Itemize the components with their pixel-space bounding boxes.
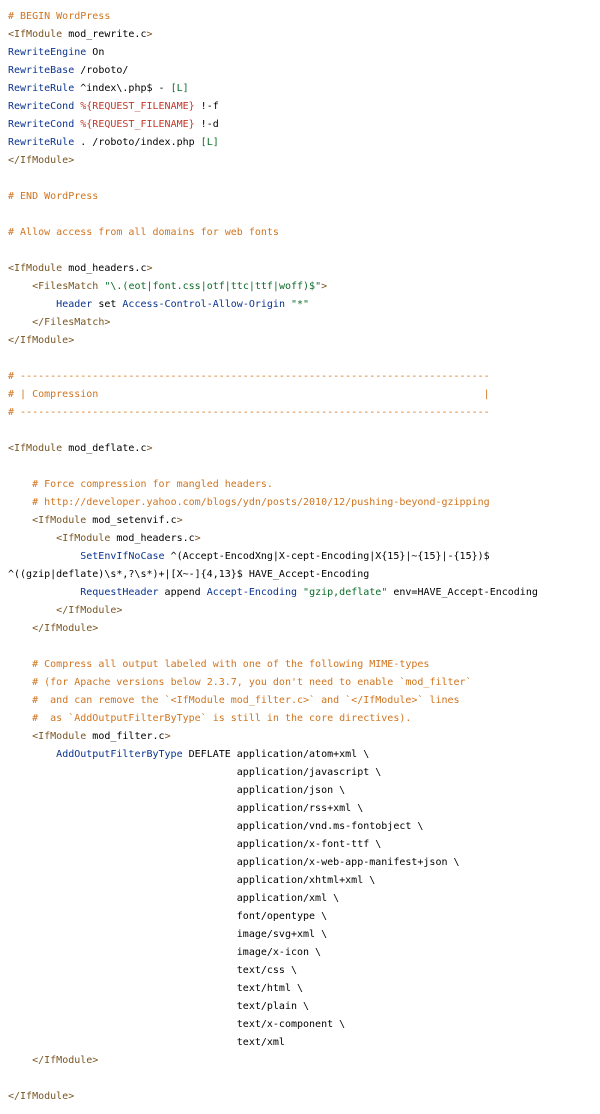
- code-line: [8, 638, 596, 656]
- code-text: mod_deflate.c: [62, 443, 147, 454]
- code-line: [8, 512, 596, 530]
- string-literal: [L]: [170, 83, 189, 94]
- code-text: [8, 479, 32, 490]
- code-line: [8, 602, 596, 620]
- module-tag: <IfModule: [8, 443, 63, 454]
- server-variable: %{REQUEST_FILENAME}: [80, 119, 195, 130]
- code-text: [8, 749, 56, 760]
- directive: RewriteEngine: [8, 47, 87, 58]
- module-tag: </IfModule>: [32, 623, 99, 634]
- module-tag: >: [164, 731, 171, 742]
- code-line: [8, 422, 596, 440]
- module-tag: <IfModule: [8, 29, 63, 40]
- code-line: [8, 458, 596, 476]
- code-line: [8, 260, 596, 278]
- code-text: !-d: [194, 119, 219, 130]
- code-text: [8, 623, 32, 634]
- code-line: [8, 98, 596, 116]
- code-line: [8, 134, 596, 152]
- code-text: append: [158, 587, 207, 598]
- code-line: [8, 62, 596, 80]
- module-tag: </IfModule>: [32, 1055, 99, 1066]
- code-line: [8, 332, 596, 350]
- code-text: application/xhtml+xml \: [8, 875, 376, 886]
- code-text: [8, 677, 32, 688]
- directive: RequestHeader: [80, 587, 159, 598]
- directive: RewriteCond: [8, 119, 75, 130]
- directive: Accept-Encoding: [206, 587, 298, 598]
- code-line: [8, 350, 596, 368]
- code-line: [8, 368, 596, 386]
- code-line: [8, 8, 596, 26]
- code-line: [8, 152, 596, 170]
- module-tag: >: [146, 263, 153, 274]
- code-line: [8, 926, 596, 944]
- code-text: [8, 317, 32, 328]
- code-line: [8, 674, 596, 692]
- comment-text: # as `AddOutputFilterByType` is still in the core directives).: [32, 713, 412, 724]
- code-line: [8, 386, 596, 404]
- comment-text: # END WordPress: [8, 191, 99, 202]
- code-line: [8, 1034, 596, 1052]
- code-text: application/x-font-ttf \: [8, 839, 382, 850]
- code-text: [8, 605, 56, 616]
- string-literal: [L]: [200, 137, 219, 148]
- module-tag: <IfModule: [32, 731, 87, 742]
- code-line: [8, 44, 596, 62]
- module-tag: <IfModule: [32, 515, 87, 526]
- code-line: [8, 170, 596, 188]
- directive: RewriteCond: [8, 101, 75, 112]
- code-text: application/json \: [8, 785, 346, 796]
- code-text: mod_rewrite.c: [62, 29, 147, 40]
- code-line: [8, 476, 596, 494]
- module-tag: >: [146, 29, 153, 40]
- code-text: [8, 1055, 32, 1066]
- code-line: [8, 1088, 596, 1106]
- code-text: image/svg+xml \: [8, 929, 328, 940]
- code-text: mod_headers.c: [62, 263, 147, 274]
- code-line: [8, 530, 596, 548]
- module-tag: <IfModule: [8, 263, 63, 274]
- code-line: [8, 728, 596, 746]
- module-tag: </IfModule>: [8, 1091, 75, 1102]
- code-line: [8, 620, 596, 638]
- code-text: [8, 731, 32, 742]
- code-line: [8, 890, 596, 908]
- code-text: [8, 299, 56, 310]
- code-line: [8, 242, 596, 260]
- server-variable: %{REQUEST_FILENAME}: [80, 101, 195, 112]
- code-line: [8, 188, 596, 206]
- code-line: [8, 440, 596, 458]
- module-tag: </IfModule>: [56, 605, 123, 616]
- code-text: font/opentype \: [8, 911, 328, 922]
- module-tag: </IfModule>: [8, 155, 75, 166]
- code-line: [8, 782, 596, 800]
- comment-text: # ------------------------------------------------------------------------------: [8, 407, 490, 418]
- code-line: [8, 1016, 596, 1034]
- code-text: [8, 533, 56, 544]
- code-text: env=HAVE_Accept-Encoding: [387, 587, 538, 598]
- code-line: [8, 944, 596, 962]
- code-text: text/xml: [8, 1037, 285, 1048]
- module-tag: </FilesMatch>: [32, 317, 111, 328]
- string-literal: "gzip,deflate": [303, 587, 388, 598]
- code-text: image/x-icon \: [8, 947, 322, 958]
- code-line: [8, 836, 596, 854]
- code-text: /roboto/: [74, 65, 129, 76]
- code-text: text/x-component \: [8, 1019, 346, 1030]
- htaccess-code-listing: [8, 8, 596, 1106]
- code-text: mod_headers.c: [110, 533, 195, 544]
- comment-text: # ------------------------------------------------------------------------------: [8, 371, 490, 382]
- code-line: [8, 962, 596, 980]
- code-text: ^(Accept-EncodXng|X-cept-Encoding|X{15}|~{15}|-{15})$: [164, 551, 490, 562]
- code-line: [8, 818, 596, 836]
- code-line: [8, 746, 596, 764]
- comment-text: # (for Apache versions below 2.3.7, you don't need to enable `mod_filter`: [32, 677, 472, 688]
- code-text: [8, 281, 32, 292]
- code-text: application/x-web-app-manifest+json \: [8, 857, 460, 868]
- module-tag: >: [194, 533, 201, 544]
- directive: RewriteRule: [8, 83, 75, 94]
- code-text: DEFLATE application/atom+xml \: [182, 749, 370, 760]
- code-line: [8, 314, 596, 332]
- code-text: application/javascript \: [8, 767, 382, 778]
- code-line: [8, 854, 596, 872]
- code-text: [8, 713, 32, 724]
- code-line: [8, 296, 596, 314]
- directive: RewriteRule: [8, 137, 75, 148]
- code-text: !-f: [194, 101, 219, 112]
- code-text: [8, 695, 32, 706]
- code-text: ^index\.php$ -: [74, 83, 171, 94]
- code-line: [8, 1070, 596, 1088]
- code-line: [8, 584, 596, 602]
- comment-text: # http://developer.yahoo.com/blogs/ydn/posts/2010/12/pushing-beyond-gzipping: [32, 497, 490, 508]
- code-text: mod_filter.c: [86, 731, 165, 742]
- code-text: ^((gzip|deflate)\s*,?\s*)+|[X~-]{4,13}$ HAVE_Accept-Encoding: [8, 569, 370, 580]
- module-tag: </IfModule>: [8, 335, 75, 346]
- code-text: [8, 497, 32, 508]
- code-line: [8, 998, 596, 1016]
- string-literal: "*": [291, 299, 310, 310]
- code-text: [8, 515, 32, 526]
- directive: SetEnvIfNoCase: [80, 551, 165, 562]
- code-line: [8, 566, 596, 584]
- module-tag: >: [176, 515, 183, 526]
- code-line: [8, 116, 596, 134]
- code-text: On: [86, 47, 105, 58]
- comment-text: # Force compression for mangled headers.: [32, 479, 273, 490]
- directive: RewriteBase: [8, 65, 75, 76]
- code-line: [8, 80, 596, 98]
- directive: Access-Control-Allow-Origin: [122, 299, 285, 310]
- code-text: [8, 551, 80, 562]
- module-tag: >: [321, 281, 328, 292]
- code-line: [8, 206, 596, 224]
- directive: AddOutputFilterByType: [56, 749, 183, 760]
- code-line: [8, 26, 596, 44]
- code-line: [8, 908, 596, 926]
- directive: Header: [56, 299, 93, 310]
- code-line: [8, 764, 596, 782]
- comment-text: # and can remove the `<IfModule mod_filter.c>` and `</IfModule>` lines: [32, 695, 460, 706]
- code-line: [8, 872, 596, 890]
- code-line: [8, 710, 596, 728]
- comment-text: # Compress all output labeled with one of the following MIME-types: [32, 659, 430, 670]
- code-line: [8, 980, 596, 998]
- module-tag: >: [146, 443, 153, 454]
- code-line: [8, 278, 596, 296]
- code-text: text/css \: [8, 965, 297, 976]
- code-text: mod_setenvif.c: [86, 515, 177, 526]
- string-literal: "\.(eot|font.css|otf|ttc|ttf|woff)$": [104, 281, 322, 292]
- code-text: [8, 587, 80, 598]
- code-text: text/plain \: [8, 1001, 310, 1012]
- code-line: [8, 404, 596, 422]
- code-line: [8, 548, 596, 566]
- module-tag: <IfModule: [56, 533, 111, 544]
- code-text: application/vnd.ms-fontobject \: [8, 821, 424, 832]
- code-line: [8, 800, 596, 818]
- code-line: [8, 692, 596, 710]
- code-text: application/xml \: [8, 893, 340, 904]
- comment-text: # BEGIN WordPress: [8, 11, 111, 22]
- code-text: [8, 659, 32, 670]
- code-text: . /roboto/index.php: [74, 137, 201, 148]
- code-line: [8, 1052, 596, 1070]
- comment-text: # | Compression |: [8, 389, 490, 400]
- module-tag: <FilesMatch: [32, 281, 99, 292]
- code-line: [8, 224, 596, 242]
- code-line: [8, 656, 596, 674]
- code-text: application/rss+xml \: [8, 803, 364, 814]
- comment-text: # Allow access from all domains for web fonts: [8, 227, 279, 238]
- code-text: text/html \: [8, 983, 304, 994]
- code-line: [8, 494, 596, 512]
- code-text: set: [92, 299, 123, 310]
